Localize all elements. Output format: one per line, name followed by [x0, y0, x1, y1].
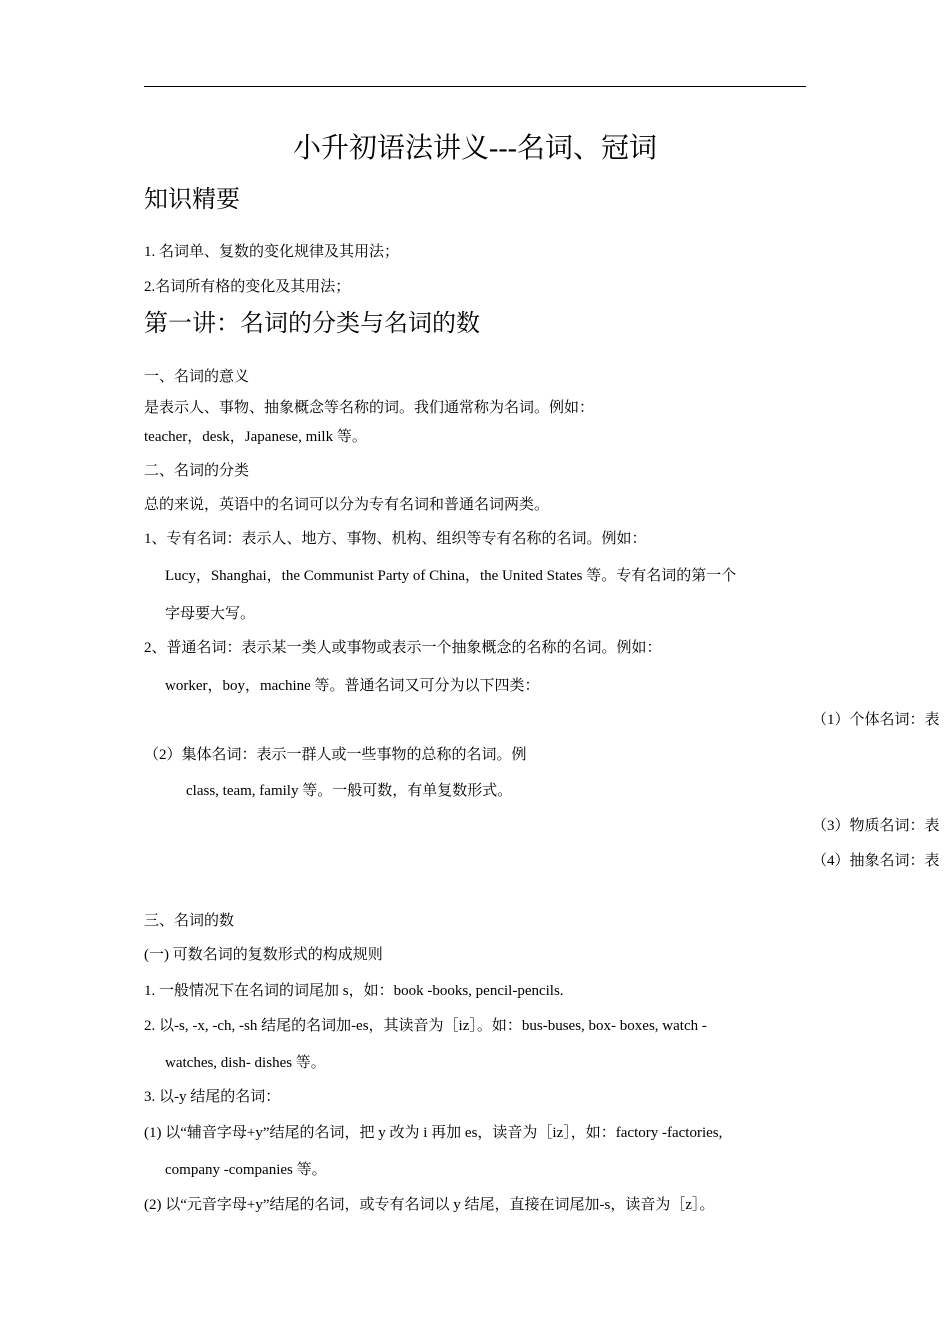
document-title: 小升初语法讲义---名词、冠词 [293, 133, 657, 164]
part3-subheading: (一) 可数名词的复数形式的构成规则 [144, 947, 383, 963]
plural-rule-3a-line-2: company -companies 等。 [165, 1162, 327, 1178]
noun-type-2-line-2: class, team, family 等。一般可数，有单复数形式。 [186, 783, 513, 799]
plural-rule-3a-line-1: (1) 以“辅音字母+y”结尾的名词，把 y 改为 i 再加 es，读音为［iz］，如：factory -factories, [144, 1125, 723, 1141]
part3-heading: 三、名词的数 [144, 913, 235, 929]
proper-noun-line-1: 1、专有名词：表示人、地方、事物、机构、组织等专有名称的名词。例如： [144, 531, 647, 547]
noun-type-4: （4）抽象名词：表 [812, 853, 940, 869]
section-summary-heading: 知识精要 [144, 187, 240, 213]
proper-noun-line-3: 字母要大写。 [165, 606, 256, 622]
noun-type-1: （1）个体名词：表 [812, 712, 940, 728]
common-noun-line-1: 2、普通名词：表示某一类人或事物或表示一个抽象概念的名称的名词。例如： [144, 640, 662, 656]
proper-noun-line-2: Lucy，Shanghai，the Communist Party of China，the United States 等。专有名词的第一个 [165, 568, 737, 584]
plural-rule-1: 1. 一般情况下在名词的词尾加 s，如：book -books, pencil-pencils. [144, 983, 564, 999]
plural-rule-3: 3. 以-y 结尾的名词： [144, 1089, 281, 1105]
summary-item-1: 1. 名词单、复数的变化规律及其用法； [144, 244, 400, 260]
header-rule [144, 86, 806, 87]
part1-definition: 是表示人、事物、抽象概念等名称的词。我们通常称为名词。例如： [144, 400, 595, 416]
plural-rule-2-line-2: watches, dish- dishes 等。 [165, 1055, 326, 1071]
summary-item-2: 2.名词所有格的变化及其用法； [144, 279, 351, 295]
common-noun-line-2: worker，boy，machine 等。普通名词又可分为以下四类： [165, 678, 540, 694]
plural-rule-3b: (2) 以“元音字母+y”结尾的名词，或专有名词以 y 结尾，直接在词尾加-s，读音为［z］。 [144, 1197, 715, 1213]
part2-intro: 总的来说，英语中的名词可以分为专有名词和普通名词两类。 [144, 497, 550, 513]
lecture-heading: 第一讲：名词的分类与名词的数 [144, 311, 480, 337]
noun-type-3: （3）物质名词：表 [812, 818, 940, 834]
plural-rule-2-line-1: 2. 以-s, -x, -ch, -sh 结尾的名词加-es，其读音为［iz］。如：bus-buses, box- boxes, watch - [144, 1018, 707, 1034]
part2-heading: 二、名词的分类 [144, 463, 250, 479]
part1-examples: teacher，desk，Japanese, milk 等。 [144, 429, 367, 445]
noun-type-2-line-1: （2）集体名词：表示一群人或一些事物的总称的名词。例 [144, 747, 527, 763]
part1-heading: 一、名词的意义 [144, 369, 250, 385]
